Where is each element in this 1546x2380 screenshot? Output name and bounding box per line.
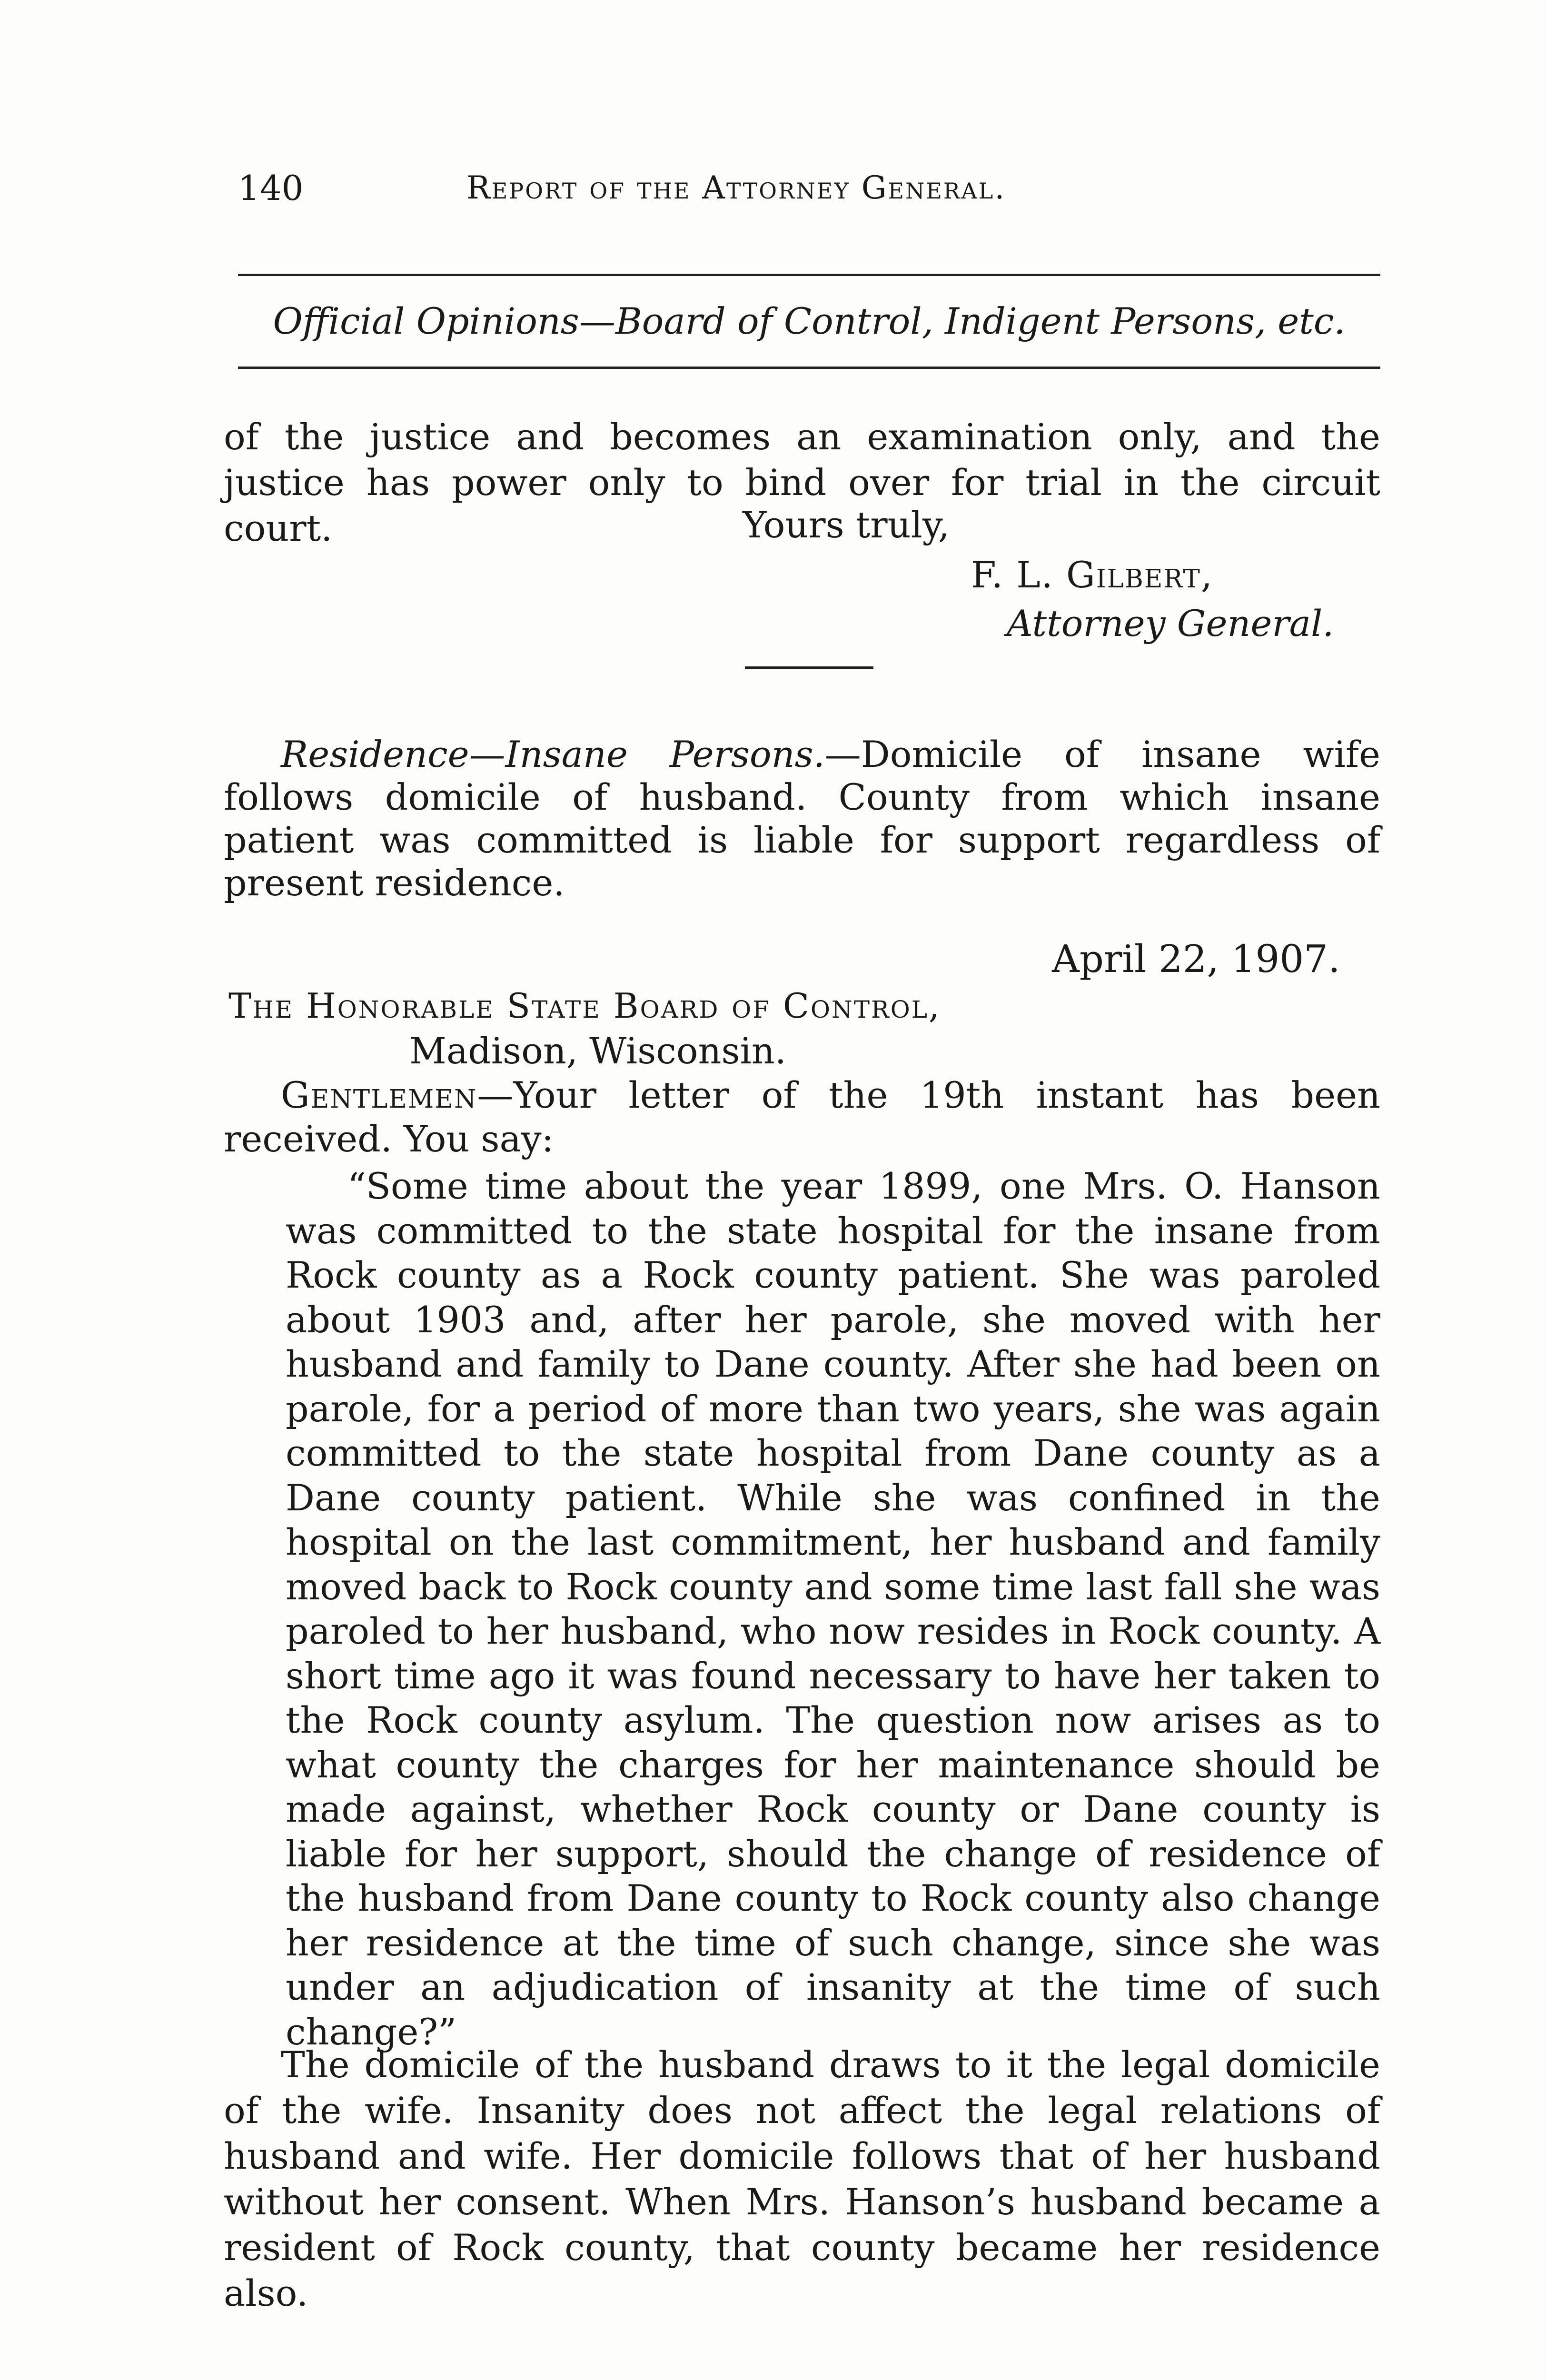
opinion-date: April 22, 1907. <box>1052 937 1340 981</box>
page-header <box>238 162 1380 214</box>
continuation-paragraph: of the justice and becomes an examination only, and the justice has power only to bind over for trial in the circuit court. <box>224 416 1380 549</box>
header-rule-bottom <box>238 367 1380 369</box>
signatory-name: F. L. Gilbert, <box>971 554 1213 596</box>
signatory-title: Attorney General. <box>1007 602 1334 645</box>
syllabus-topic: Residence—Insane Persons. <box>281 733 825 775</box>
opinion-syllabus <box>224 733 1380 904</box>
running-head: Report of the Attorney General. <box>466 169 1006 206</box>
salutation-text: —Your letter of the 19th instant has been received. You say: <box>224 1074 1380 1160</box>
answer-paragraph: The domicile of the husband draws to it the legal domicile of the wife. Insanity does not affect the legal relations of husband and wife. Her domicile follows that of her husband without her consent. When Mrs. Hanson’s husband became a resident of Rock county, that county became her residence also. <box>224 2043 1380 2314</box>
page-number: 140 <box>238 168 304 208</box>
header-rule-top <box>238 274 1380 276</box>
addressee: The Honorable State Board of Control, <box>228 986 941 1026</box>
syllabus-text: —Domicile of insane wife follows domicile of husband. County from which insane patient was committed is liable for support regardless of present residence. <box>224 733 1380 904</box>
letter-closing: Yours truly, <box>743 504 950 546</box>
quoted-letter: “Some time about the year 1899, one Mrs. O. Hanson was committed to the state hospital for the insane from Rock county as a Rock county patient. She was paroled about 1903 and, after her parole, she moved with her husband and family to Dane county. After she had been on parole, for a period of more than two years, she was again committed to the state hospital from Dane county as a Dane county patient. While she was confined in the hospital on the last commitment, her husband and family moved back to Rock county and some time last fall she was paroled to her husband, who now resides in Rock county. A short time ago it was found necessary to have her taken to the Rock county asylum. The question now arises as to what county the charges for her maintenance should be made against, whether Rock county or Dane county is liable for her support, should the change of residence of the husband from Dane county to Rock county also change her residence at the time of such change, since she was under an adjudication of insanity at the time of such change?” <box>286 1165 1380 2053</box>
section-subhead: Official Opinions—Board of Control, Indigent Persons, etc. <box>273 300 1346 342</box>
section-divider <box>745 666 873 669</box>
salutation-paragraph <box>224 1073 1380 1161</box>
salutation: Gentlemen <box>281 1074 477 1116</box>
addressee-location: Madison, Wisconsin. <box>409 1030 786 1072</box>
